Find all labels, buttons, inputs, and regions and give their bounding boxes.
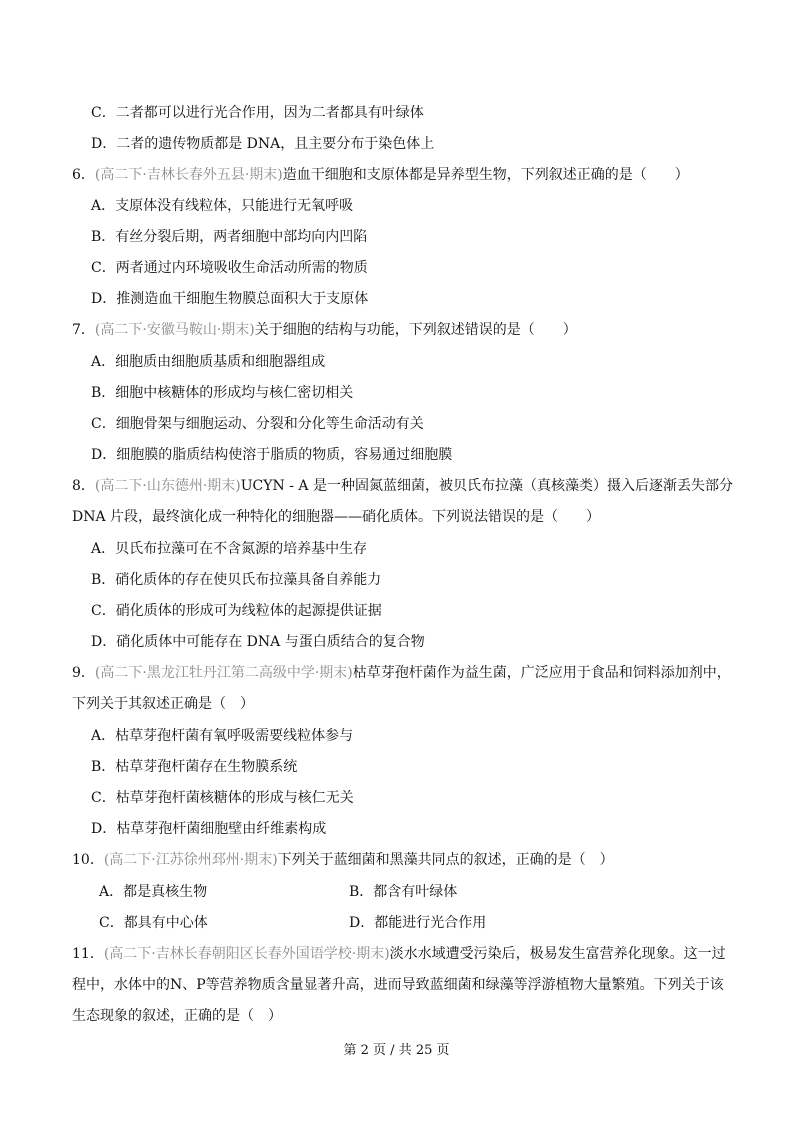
- page-footer: 第 2 页 / 共 25 页: [343, 1043, 450, 1058]
- question-text: 造血干细胞和支原体都是异养型生物，下列叙述正确的是（ ）: [282, 167, 689, 183]
- option-line: D．硝化质体中可能存在 DNA 与蛋白质结合的复合物: [91, 634, 425, 650]
- question-source: (高二下·吉林长春外五县·期末): [94, 167, 283, 183]
- question-text: 下列关于蓝细菌和黑藻共同点的叙述，正确的是（ ）: [277, 852, 614, 868]
- question-7-stem: [72, 321, 577, 339]
- option-line: B．细胞中核糖体的形成均与核仁密切相关: [91, 385, 354, 401]
- question-number: 6．: [72, 167, 95, 183]
- question-number: 9．: [72, 665, 95, 681]
- question-source: (高二下·吉林长春朝阳区长春外国语学校·期末): [103, 946, 390, 962]
- question-source: (高二下·黑龙江牡丹江第二高级中学·期末): [94, 665, 353, 681]
- option-c: C．都具有中心体: [99, 915, 208, 931]
- question-text-continued: DNA 片段，最终演化成一种特化的细胞器——硝化质体。下列说法错误的是（ ）: [72, 509, 601, 525]
- option-line: B．硝化质体的存在使贝氏布拉藻具备自养能力: [91, 572, 382, 588]
- question-text-continued: 程中，水体中的N、P等营养物质含量显著升高，进而导致蓝细菌和绿藻等浮游植物大量繁殖。下列关于该: [72, 977, 724, 993]
- question-text: UCYN - A 是一种固氮蓝细菌，被贝氏布拉藻（真核藻类）摄入后逐渐丢失部分: [240, 478, 733, 494]
- option-d: D．都能进行光合作用: [349, 915, 487, 931]
- option-line: A．支原体没有线粒体，只能进行无氧呼吸: [91, 198, 354, 214]
- option-line: C．两者通过内环境吸收生命活动所需的物质: [91, 260, 368, 276]
- option-line: D．二者的遗传物质都是 DNA，且主要分布于染色体上: [91, 136, 435, 152]
- question-text: 枯草芽孢杆菌作为益生菌，广泛应用于食品和饲料添加剂中，: [352, 665, 731, 681]
- question-9-stem: [72, 664, 731, 682]
- option-line: C．枯草芽孢杆菌核糖体的形成与核仁无关: [91, 790, 354, 806]
- question-text-continued: 生态现象的叙述，正确的是（ ）: [72, 1008, 282, 1024]
- option-a: A．都是真核生物: [99, 884, 208, 900]
- question-number: 11．: [72, 946, 104, 962]
- question-source: (高二下·江苏徐州邳州·期末): [103, 852, 278, 868]
- option-line: D．推测造血干细胞生物膜总面积大于支原体: [91, 291, 369, 307]
- question-text-continued: 下列关于其叙述正确是（ ）: [72, 696, 254, 712]
- option-line: C．硝化质体的形成可为线粒体的起源提供证据: [91, 603, 382, 619]
- question-number: 8．: [72, 478, 95, 494]
- option-line: D．枯草芽孢杆菌细胞壁由纤维素构成: [91, 821, 327, 837]
- question-number: 10．: [72, 852, 104, 868]
- option-line: D．细胞膜的脂质结构使溶于脂质的物质，容易通过细胞膜: [91, 447, 453, 463]
- option-line: A．枯草芽孢杆菌有氧呼吸需要线粒体参与: [91, 728, 354, 744]
- option-line: B．有丝分裂后期，两者细胞中部均向内凹陷: [91, 229, 368, 245]
- question-source: (高二下·安徽马鞍山·期末): [94, 322, 255, 338]
- option-line: C．细胞骨架与细胞运动、分裂和分化等生命活动有关: [91, 416, 424, 432]
- question-text: 关于细胞的结构与功能，下列叙述错误的是（ ）: [254, 322, 577, 338]
- option-line: A．贝氏布拉藻可在不含氮源的培养基中生存: [91, 541, 368, 557]
- question-number: 7．: [72, 322, 95, 338]
- option-line: B．枯草芽孢杆菌存在生物膜系统: [91, 759, 298, 775]
- question-8-stem: [72, 477, 733, 495]
- option-b: B．都含有叶绿体: [349, 884, 458, 900]
- question-11-stem: [72, 945, 726, 963]
- question-text: 淡水水域遭受污染后，极易发生富营养化现象。这一过: [389, 946, 726, 962]
- question-6-stem: [72, 166, 689, 184]
- option-line: C．二者都可以进行光合作用，因为二者都具有叶绿体: [91, 105, 424, 121]
- question-10-stem: [72, 851, 614, 869]
- option-line: A．细胞质由细胞质基质和细胞器组成: [91, 354, 326, 370]
- question-source: (高二下·山东德州·期末): [94, 478, 241, 494]
